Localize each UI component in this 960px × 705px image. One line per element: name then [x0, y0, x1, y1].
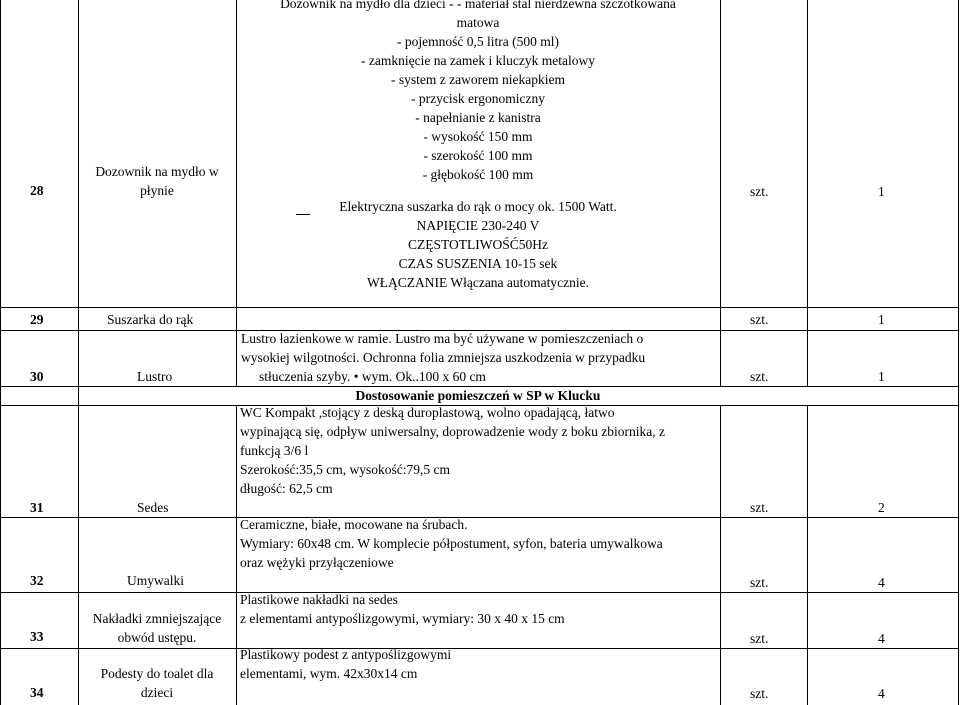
row-number: 30 [30, 369, 44, 384]
item-description: Dozownik na mydło dla dzieci - - materiał stal nierdzewna szczotkowana matowa - pojemność 0,5 litra (500 ml) - zamknięcie na zamek i kluczyk metalowy - system z zaworem niekapkiem - przycisk ergonomiczny - napełnianie z kanistra - wysokość 150 mm - szerokość 100 mm - głębokość 100 mm [280, 0, 676, 182]
item-name: Lustro [137, 369, 173, 384]
row-number: 32 [30, 573, 44, 588]
section-header: Dostosowanie pomieszczeń w SP w Klucku [355, 388, 601, 403]
unit: szt. [750, 369, 769, 384]
row-number: 33 [30, 629, 44, 644]
quantity: 4 [878, 575, 885, 590]
quantity: 1 [878, 369, 885, 384]
item-name: Podesty do toalet dla dzieci [100, 666, 214, 700]
item-name: Suszarka do rąk [107, 312, 194, 327]
quantity: 1 [878, 312, 885, 327]
item-description: Plastikowy podest z antypoślizgowymi elementami, wym. 42x30x14 cm [240, 647, 452, 681]
item-name: Umywalki [127, 573, 184, 588]
item-description: Elektryczna suszarka do rąk o mocy ok. 1500 Watt. NAPIĘCIE 230-240 V CZĘSTOTLIWOŚĆ50Hz CZAS SUSZENIA 10-15 sek WŁĄCZANIE Włączana automatycznie. [339, 199, 617, 290]
unit: szt. [750, 686, 769, 701]
column-divider-3 [720, 0, 721, 705]
row-number: 29 [30, 312, 44, 327]
unit: szt. [750, 500, 769, 515]
item-description: Lustro łazienkowe w ramie. Lustro ma być używane w pomieszczeniach o wysokiej wilgotności. Ochronna folia zmniejsza uszkodzenia w przypadku stłuczenia szyby. • wym. Ok..100 x 60 cm [241, 331, 646, 384]
item-description: Ceramiczne, białe, mocowane na śrubach. Wymiary: 60x48 cm. W komplecie półpostument, syfon, bateria umywalkowa oraz wężyki przyłączeniowe [240, 517, 663, 570]
quantity: 4 [878, 631, 885, 646]
row-divider-28-29 [0, 307, 959, 308]
item-name: Nakładki zmniejszające obwód ustępu. [92, 611, 222, 645]
unit: szt. [750, 184, 769, 199]
quantity: 1 [878, 184, 885, 199]
row-number: 31 [30, 500, 44, 515]
row-number: 34 [30, 685, 44, 700]
unit: szt. [750, 312, 769, 327]
table-border-left [0, 0, 1, 705]
item-description: Plastikowe nakładki na sedes z elementami antypoślizgowymi, wymiary: 30 x 40 x 15 cm [240, 592, 565, 626]
quantity: 2 [878, 500, 885, 515]
quantity: 4 [878, 686, 885, 701]
item-name: Sedes [137, 500, 169, 515]
unit: szt. [750, 631, 769, 646]
column-divider-4 [807, 0, 808, 705]
row-number: 28 [30, 183, 44, 198]
table-border-right [958, 0, 959, 705]
item-description: WC Kompakt ,stojący z deską duroplastową, wolno opadającą, łatwo wypinającą się, odpływ uniwersalny, doprowadzenie wody z boku zbiornika, z funkcją 3/6 l Szerokość:35,5 cm, wysokość:79,5 cm długość: 62,5 cm [240, 405, 665, 496]
column-divider-1 [78, 0, 79, 705]
unit: szt. [750, 575, 769, 590]
item-name: Dozownik na mydło w płynie [95, 164, 219, 198]
